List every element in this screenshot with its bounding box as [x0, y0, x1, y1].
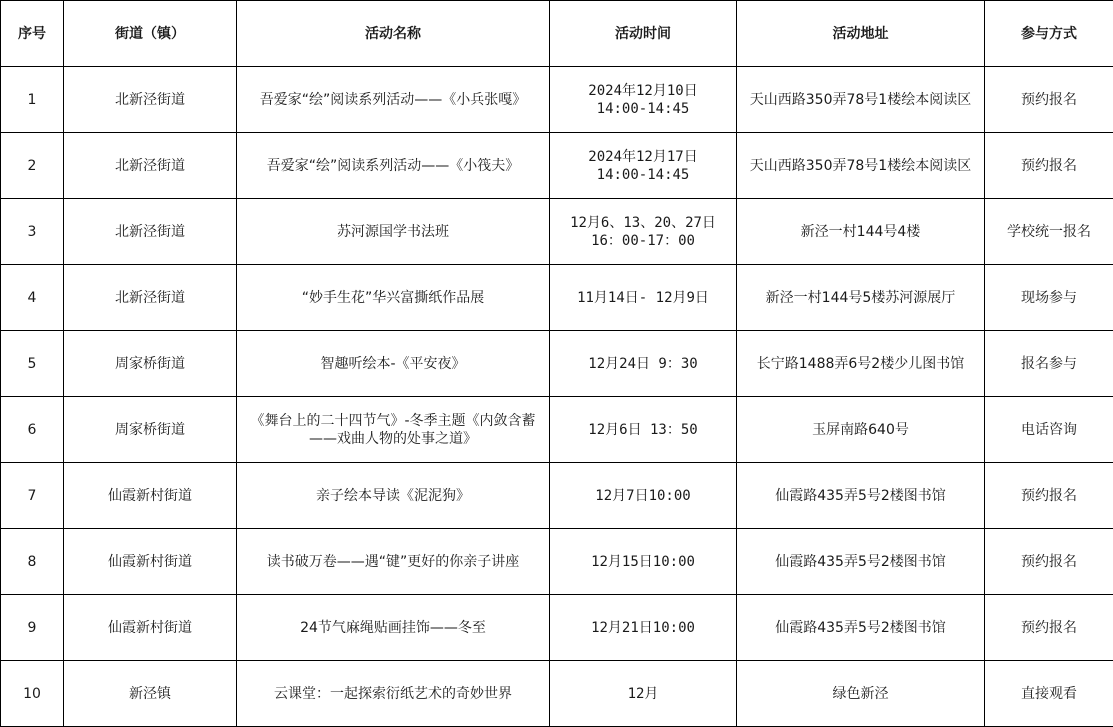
row-activity-address: 仙霞路435弄5号2楼图书馆: [737, 595, 985, 661]
row-activity-name: 吾爱家“绘”阅读系列活动——《小兵张嘎》: [237, 67, 550, 133]
row-street: 仙霞新村街道: [64, 595, 237, 661]
row-participation-method: 现场参与: [985, 265, 1113, 331]
row-participation-method: 报名参与: [985, 331, 1113, 397]
row-activity-address: 长宁路1488弄6号2楼少儿图书馆: [737, 331, 985, 397]
table-row: [1, 397, 1113, 463]
row-index: 2: [1, 133, 64, 199]
row-time-line1: 11月14日- 12月9日: [554, 289, 732, 307]
table-row: [1, 67, 1113, 133]
header-participation-method: 参与方式: [985, 1, 1113, 67]
row-time-line1: 12月6日 13：50: [554, 421, 732, 439]
row-activity-time: [550, 595, 737, 661]
row-activity-address: 新泾一村144号5楼苏河源展厅: [737, 265, 985, 331]
row-participation-method: 预约报名: [985, 595, 1113, 661]
row-street: 北新泾街道: [64, 133, 237, 199]
row-activity-name: 苏河源国学书法班: [237, 199, 550, 265]
row-activity-time: [550, 133, 737, 199]
row-index: 5: [1, 331, 64, 397]
row-activity-name: 云课堂：一起探索衍纸艺术的奇妙世界: [237, 661, 550, 727]
row-index: 3: [1, 199, 64, 265]
table-row: [1, 133, 1113, 199]
table-row: [1, 331, 1113, 397]
row-activity-time: [550, 199, 737, 265]
row-participation-method: 预约报名: [985, 67, 1113, 133]
row-participation-method: 预约报名: [985, 529, 1113, 595]
row-street: 北新泾街道: [64, 265, 237, 331]
row-activity-name: [237, 397, 550, 463]
row-activity-address: 仙霞路435弄5号2楼图书馆: [737, 529, 985, 595]
row-name-line1: 《舞台上的二十四节气》-冬季主题《内敛含蓄: [241, 412, 545, 430]
table-row: [1, 265, 1113, 331]
row-index: 8: [1, 529, 64, 595]
row-time-line1: 12月: [554, 685, 732, 703]
row-activity-time: [550, 397, 737, 463]
row-time-line2: 14:00-14:45: [554, 166, 732, 184]
row-activity-name: 24节气麻绳贴画挂饰——冬至: [237, 595, 550, 661]
row-activity-name: 亲子绘本导读《泥泥狗》: [237, 463, 550, 529]
row-activity-name: 吾爱家“绘”阅读系列活动——《小筏夫》: [237, 133, 550, 199]
row-activity-address: 绿色新泾: [737, 661, 985, 727]
row-participation-method: 预约报名: [985, 463, 1113, 529]
row-time-line1: 12月7日10:00: [554, 487, 732, 505]
row-index: 1: [1, 67, 64, 133]
table-row: [1, 199, 1113, 265]
header-activity-address: 活动地址: [737, 1, 985, 67]
row-activity-time: [550, 463, 737, 529]
header-index: 序号: [1, 1, 64, 67]
row-participation-method: 电话咨询: [985, 397, 1113, 463]
row-activity-address: 玉屏南路640号: [737, 397, 985, 463]
row-index: 10: [1, 661, 64, 727]
row-index: 6: [1, 397, 64, 463]
row-street: 仙霞新村街道: [64, 463, 237, 529]
table-row: [1, 529, 1113, 595]
row-participation-method: 直接观看: [985, 661, 1113, 727]
row-activity-address: 新泾一村144号4楼: [737, 199, 985, 265]
row-index: 4: [1, 265, 64, 331]
table-row: [1, 595, 1113, 661]
table-row: [1, 463, 1113, 529]
row-index: 9: [1, 595, 64, 661]
row-street: 北新泾街道: [64, 67, 237, 133]
row-time-line1: 12月24日 9：30: [554, 355, 732, 373]
row-activity-time: [550, 265, 737, 331]
row-street: 周家桥街道: [64, 331, 237, 397]
row-activity-address: 仙霞路435弄5号2楼图书馆: [737, 463, 985, 529]
row-street: 仙霞新村街道: [64, 529, 237, 595]
row-activity-name: 读书破万卷——遇“键”更好的你亲子讲座: [237, 529, 550, 595]
row-participation-method: 学校统一报名: [985, 199, 1113, 265]
row-activity-address: 天山西路350弄78号1楼绘本阅读区: [737, 67, 985, 133]
row-time-line1: 12月6、13、20、27日: [554, 214, 732, 232]
row-time-line1: 12月21日10:00: [554, 619, 732, 637]
header-activity-name: 活动名称: [237, 1, 550, 67]
row-activity-time: [550, 67, 737, 133]
table-row: [1, 661, 1113, 727]
row-index: 7: [1, 463, 64, 529]
row-activity-address: 天山西路350弄78号1楼绘本阅读区: [737, 133, 985, 199]
row-name-line2: ——戏曲人物的处事之道》: [241, 430, 545, 448]
header-street: 街道（镇）: [64, 1, 237, 67]
row-time-line1: 12月15日10:00: [554, 553, 732, 571]
row-activity-time: [550, 529, 737, 595]
row-activity-name: “妙手生花”华兴富撕纸作品展: [237, 265, 550, 331]
row-activity-name: 智趣听绘本-《平安夜》: [237, 331, 550, 397]
row-activity-time: [550, 331, 737, 397]
row-street: 北新泾街道: [64, 199, 237, 265]
row-street: 周家桥街道: [64, 397, 237, 463]
row-time-line2: 16：00-17：00: [554, 232, 732, 250]
row-time-line1: 2024年12月10日: [554, 82, 732, 100]
row-participation-method: 预约报名: [985, 133, 1113, 199]
header-activity-time: 活动时间: [550, 1, 737, 67]
header-row: [1, 1, 1113, 67]
row-street: 新泾镇: [64, 661, 237, 727]
row-time-line1: 2024年12月17日: [554, 148, 732, 166]
row-activity-time: [550, 661, 737, 727]
row-time-line2: 14:00-14:45: [554, 100, 732, 118]
